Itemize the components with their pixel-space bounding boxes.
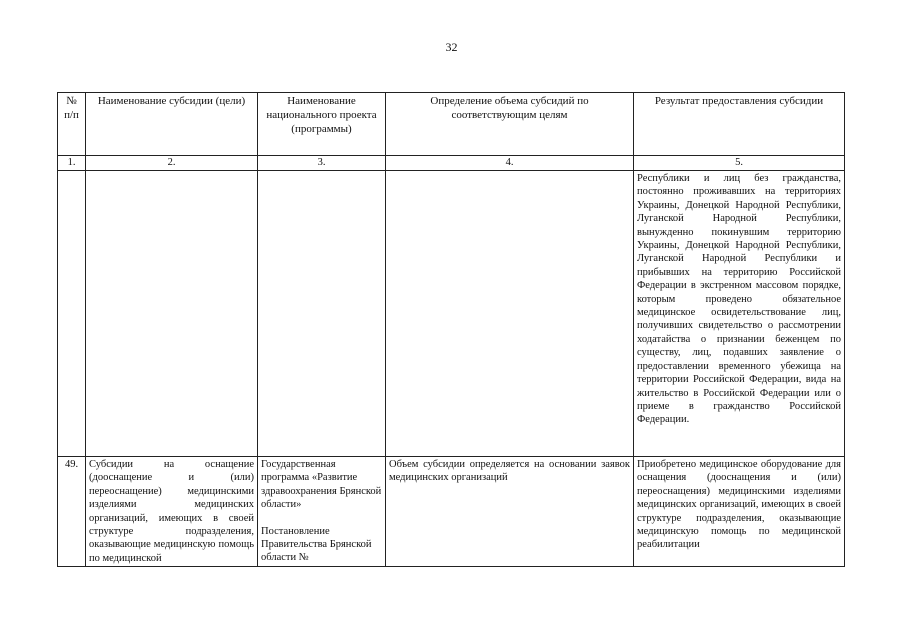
table-row [58, 171, 845, 457]
header-result: Результат предоставления субсидии [634, 93, 845, 156]
column-number: 5. [634, 156, 845, 171]
column-number: 2. [86, 156, 258, 171]
table-header-row [58, 93, 845, 156]
header-subsidy-name: Наименование субсидии (цели) [86, 93, 258, 156]
result-cell: Приобретено медицинское оборудование для оснащения (дооснащения и (или) переоснащения) медицинскими изделиями медицинских организаций, имеющих в своей структуре подразделения, оказывающие медицинскую помощь по медицинской реабилитации [634, 457, 845, 567]
subsidy-name-cell [86, 171, 258, 457]
header-number: № п/п [58, 93, 86, 156]
volume-cell [386, 171, 634, 457]
project-program-text: Государственная программа «Развитие здравоохранения Брянской области» [261, 459, 382, 511]
page-number: 32 [445, 40, 458, 54]
header-volume-definition: Определение объема субсидий по соответствующим целям [386, 93, 634, 156]
column-number-row [58, 156, 845, 171]
project-cell [258, 457, 386, 567]
header-national-project: Наименование национального проекта (программы) [258, 93, 386, 156]
table-row [58, 457, 845, 567]
volume-cell: Объем субсидии определяется на основании заявок медицинских организаций [386, 457, 634, 567]
subsidy-table [57, 92, 845, 567]
result-cell: Республики и лиц без гражданства, постоянно проживавших на территориях Украины, Донецкой Народной Республики, Луганской Народной Республики, вынужденно покинувшим территорию Украины, Донецкой Народной Республики, Луганской Народной Республики и прибывших на территорию Российской Федерации в экстренном массовом порядке, которым проведено обязательное медицинское освидетельствование лиц, получивших свидетельство о рассмотрении ходатайства о признании беженцем по существу, лиц, подавших заявление о предоставлении временного убежища на территории Российской Федерации, вида на жительство в Российской Федерации или о приеме в гражданство Российской Федерации. [634, 171, 845, 457]
column-number: 1. [58, 156, 86, 171]
column-number: 4. [386, 156, 634, 171]
project-resolution-text: Постановление Правительства Брянской области № [261, 525, 372, 564]
row-number [58, 171, 86, 457]
subsidy-name-cell: Субсидии на оснащение (дооснащение и (или) переоснащение) медицинскими изделиями медицинских организаций, имеющих в своей структуре подразделения, оказывающие медицинскую помощь по медицинской [86, 457, 258, 567]
project-cell [258, 171, 386, 457]
column-number: 3. [258, 156, 386, 171]
paragraph-gap [261, 512, 382, 525]
row-number: 49. [58, 457, 86, 567]
